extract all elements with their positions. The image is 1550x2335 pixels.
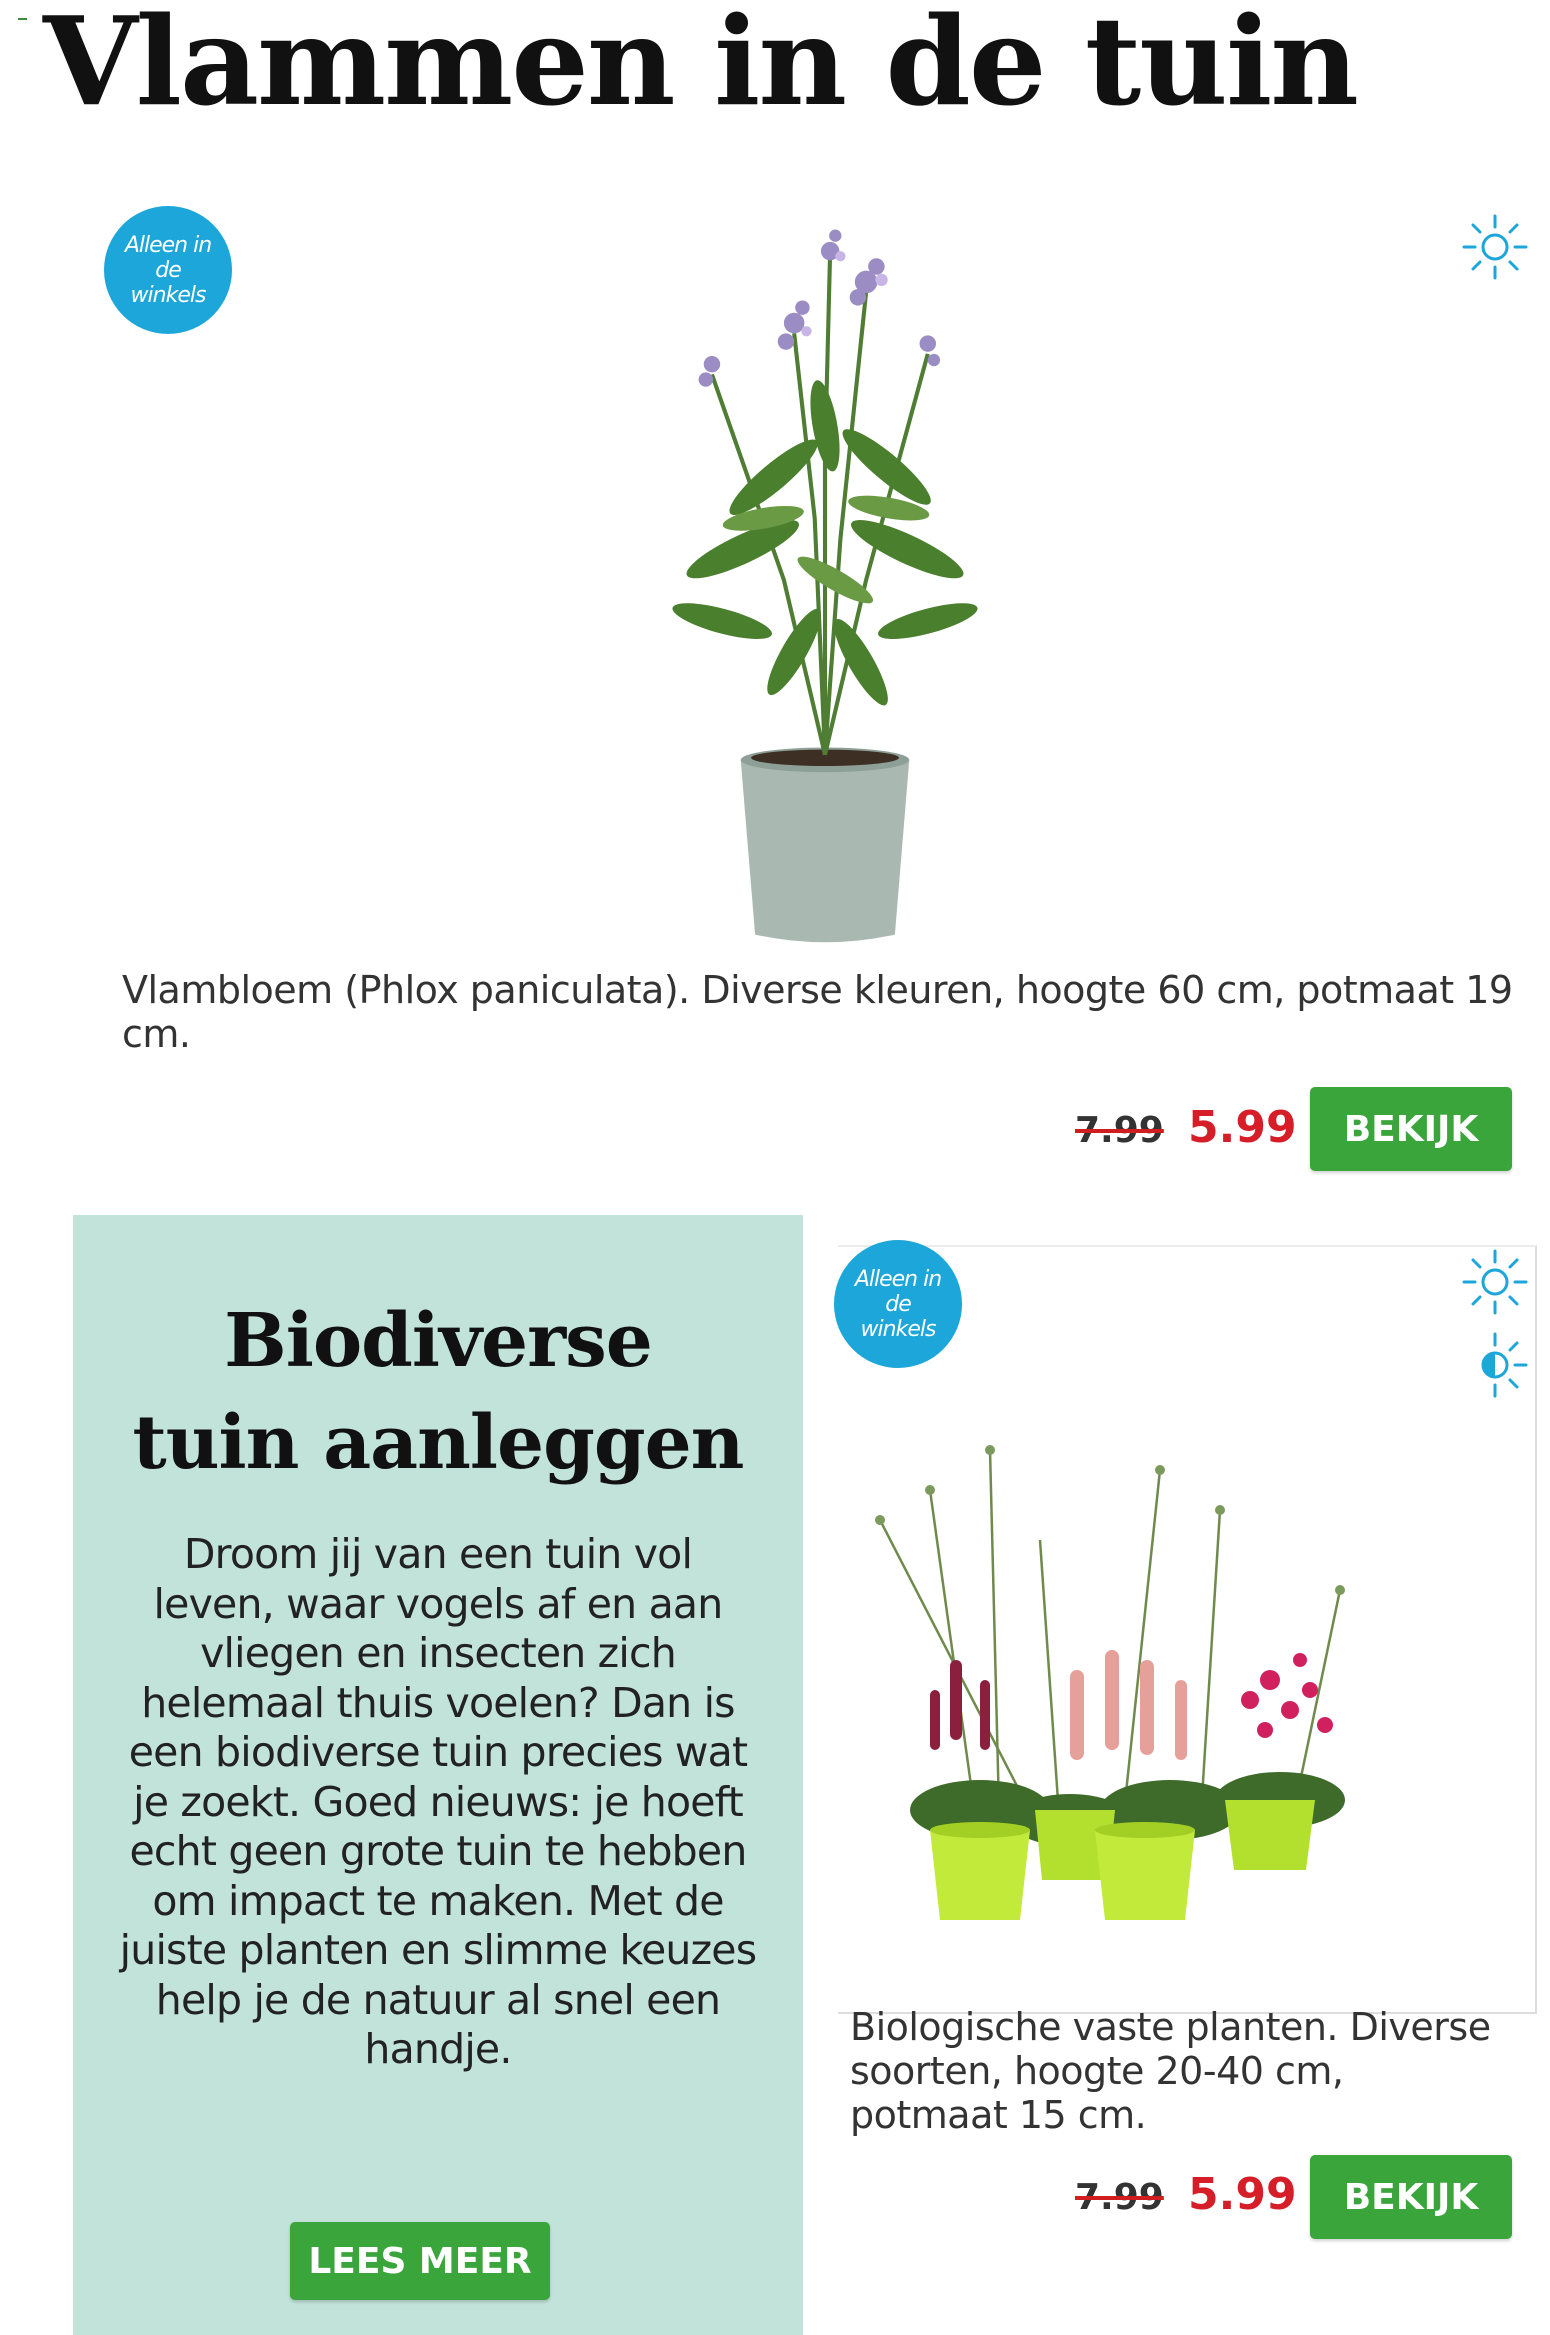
panel-heading-line1: Biodiverse bbox=[224, 1298, 652, 1384]
read-more-button[interactable]: LEES MEER bbox=[290, 2222, 550, 2300]
sun-icon bbox=[1460, 1247, 1530, 1317]
product1-description: Vlambloem (Phlox paniculata). Diverse kleuren, hoogte 60 cm, potmaat 19 cm. bbox=[122, 968, 1513, 1056]
half-sun-icon bbox=[1460, 1330, 1530, 1400]
panel-heading-line2: tuin aanleggen bbox=[132, 1400, 744, 1486]
panel-body-text: Droom jij van een tuin vol leven, waar vogels af en aan vliegen en insecten zich helemaal thuis voelen? Dan is een biodiverse tuin precies wat je zoekt. Goed nieuws: je hoeft echt geen grote tuin te hebben om impact te maken. Met de juiste planten en slimme keuzes help je de natuur al snel een handje. bbox=[119, 1530, 757, 2073]
product2-view-button[interactable]: BEKIJK bbox=[1310, 2155, 1512, 2239]
product1-view-button[interactable]: BEKIJK bbox=[1310, 1087, 1512, 1171]
page-title: Vlammen in de tuin bbox=[42, 0, 1358, 133]
product1-new-price: 5.99 bbox=[1188, 1102, 1297, 1153]
store-only-badge bbox=[834, 1240, 962, 1368]
biodiversity-panel bbox=[73, 1215, 803, 2335]
panel-heading bbox=[73, 1290, 803, 1494]
badge-label: Alleen in de winkels bbox=[854, 1266, 942, 1342]
product2-description: Biologische vaste planten. Diverse soorten, hoogte 20-40 cm, potmaat 15 cm. bbox=[850, 2005, 1491, 2137]
phlox-plant-image bbox=[610, 210, 1040, 950]
perennial-plants-image bbox=[860, 1430, 1420, 1950]
product2-new-price: 5.99 bbox=[1188, 2169, 1297, 2220]
badge-label: Alleen in de winkels bbox=[124, 232, 212, 308]
sun-icon bbox=[1460, 212, 1530, 282]
product2-old-price: 7.99 bbox=[1075, 2177, 1164, 2218]
store-only-badge bbox=[104, 206, 232, 334]
product1-old-price: 7.99 bbox=[1075, 1110, 1164, 1151]
